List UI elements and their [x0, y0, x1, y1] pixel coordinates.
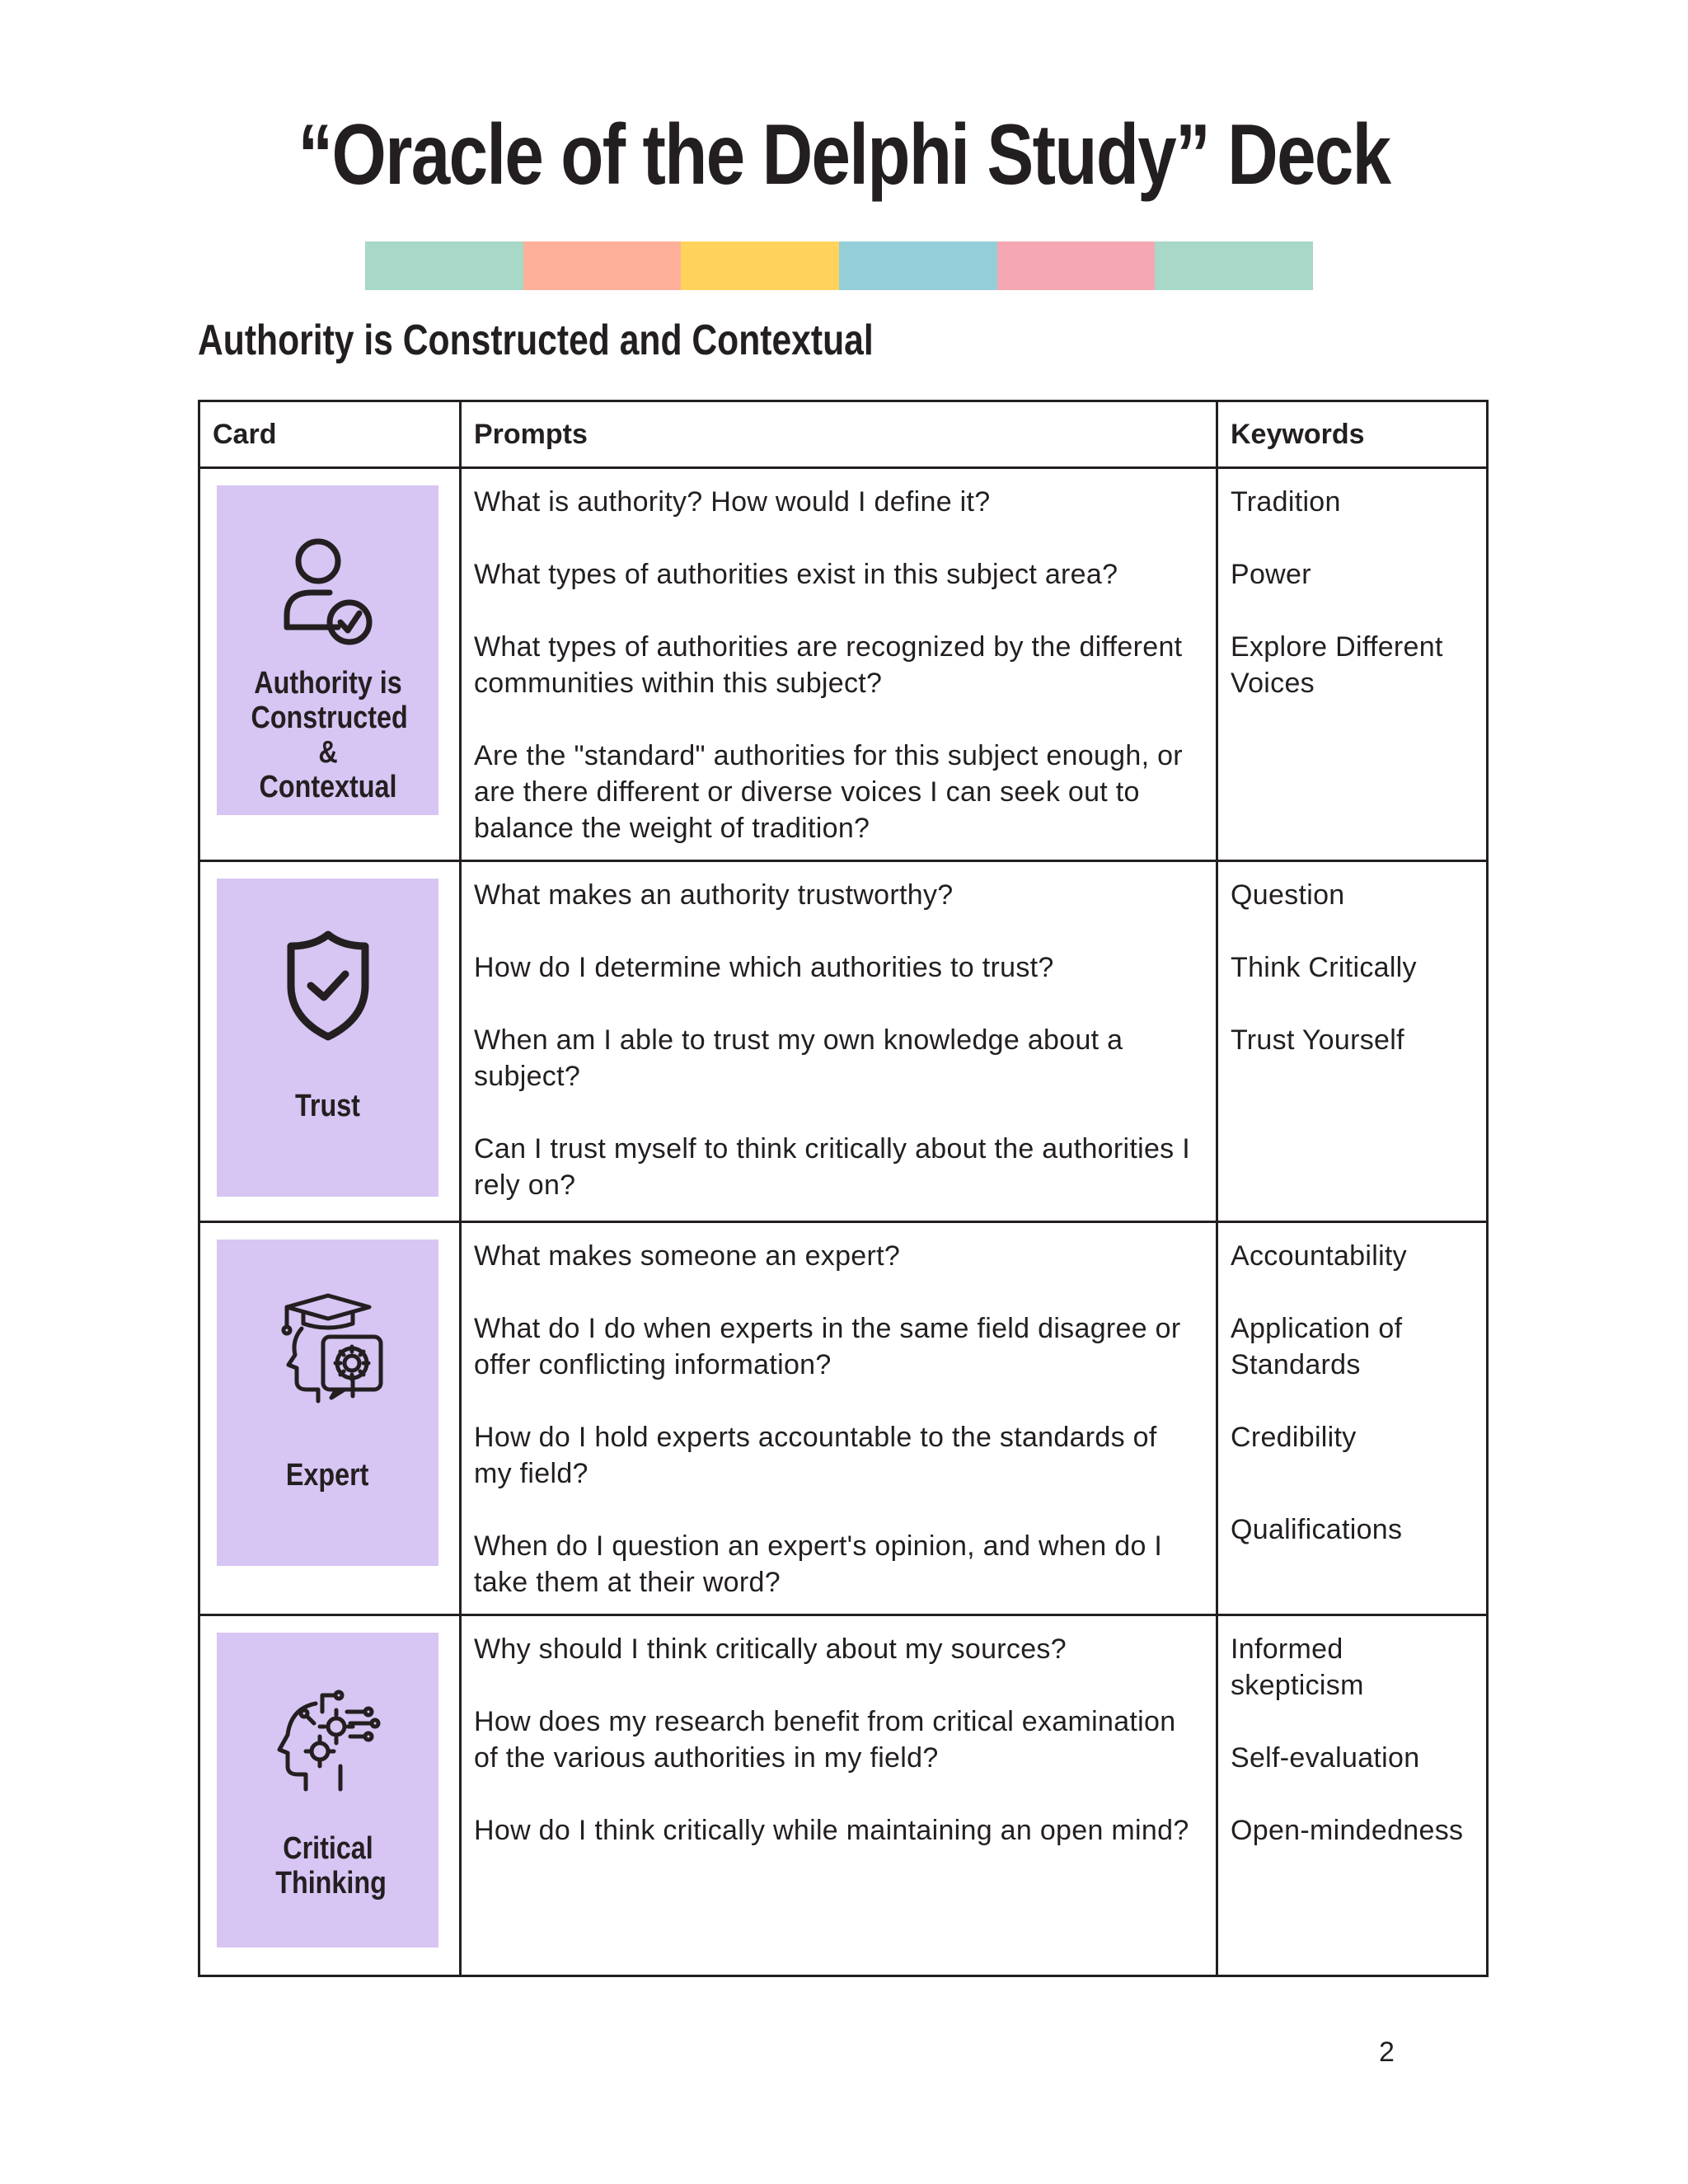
prompt: How do I determine which authorities to trust? — [474, 952, 1054, 983]
prompt: When am I able to trust my own knowledge about a subject? — [474, 1024, 1123, 1092]
prompt: How do I hold experts accountable to the standards of my field? — [474, 1422, 1157, 1489]
deck-table — [198, 400, 1489, 1977]
stripe-2 — [523, 241, 682, 290]
header-card: Card — [199, 401, 461, 468]
stripe-5 — [997, 241, 1156, 290]
card-cell — [199, 468, 461, 861]
prompt: Can I trust myself to think critically about the authorities I rely on? — [474, 1133, 1190, 1201]
keyword: Credibility — [1231, 1422, 1357, 1453]
table-row — [199, 468, 1488, 861]
prompts-cell — [461, 468, 1217, 861]
page-number: 2 — [1379, 2036, 1395, 2068]
card-authority — [217, 485, 438, 815]
prompt: What makes someone an expert? — [474, 1240, 901, 1272]
keyword: Qualifications — [1231, 1514, 1403, 1545]
header-prompts: Prompts — [461, 401, 1217, 468]
stripe-6 — [1155, 241, 1313, 290]
card-cell — [199, 861, 461, 1222]
keyword: Question — [1231, 879, 1345, 911]
prompt: Why should I think critically about my sources? — [474, 1633, 1067, 1665]
keywords-cell — [1217, 861, 1488, 1222]
header-keywords: Keywords — [1217, 401, 1488, 468]
card-trust — [217, 879, 438, 1197]
keyword: Accountability — [1231, 1240, 1407, 1272]
table-row — [199, 861, 1488, 1222]
prompt: How does my research benefit from critical examination of the various authorities in my field? — [474, 1706, 1176, 1774]
card-label: Trust — [295, 1089, 360, 1123]
card-label: Critical Thinking — [274, 1831, 387, 1900]
prompt: What do I do when experts in the same field disagree or offer conflicting information? — [474, 1313, 1181, 1380]
keyword: Explore Different Voices — [1231, 631, 1443, 699]
keywords-cell — [1217, 468, 1488, 861]
keyword: Informed skepticism — [1231, 1633, 1364, 1701]
prompt: What types of authorities are recognized by the different communities within this subject? — [474, 631, 1183, 699]
user-check-icon — [279, 535, 377, 654]
keyword: Application of Standards — [1231, 1313, 1403, 1380]
table-row — [199, 1615, 1488, 1976]
prompt: What types of authorities exist in this subject area? — [474, 559, 1118, 590]
keyword: Tradition — [1231, 486, 1341, 518]
keyword: Self-evaluation — [1231, 1742, 1420, 1774]
card-expert — [217, 1240, 438, 1566]
expert-head-gear-icon — [270, 1289, 386, 1408]
section-title: Authority is Constructed and Contextual — [198, 316, 874, 364]
stripe-3 — [681, 241, 839, 290]
prompts-cell — [461, 1222, 1217, 1615]
table-header-row — [199, 401, 1488, 468]
shield-check-icon — [283, 928, 373, 1047]
page-title: “Oracle of the Delphi Study” Deck — [298, 107, 1390, 203]
prompts-cell — [461, 1615, 1217, 1976]
card-cell — [199, 1615, 461, 1976]
card-cell — [199, 1222, 461, 1615]
prompt: What makes an authority trustworthy? — [474, 879, 954, 911]
keyword: Open-mindedness — [1231, 1815, 1464, 1846]
table-row — [199, 1222, 1488, 1615]
card-critical-thinking — [217, 1633, 438, 1947]
stripe-4 — [839, 241, 997, 290]
color-stripe-bar — [365, 241, 1313, 290]
prompt: Are the "standard" authorities for this subject enough, or are there different or diverse voices I can seek out to balance the weight of tradition? — [474, 740, 1183, 844]
prompt: How do I think critically while maintaining an open mind? — [474, 1815, 1189, 1846]
prompt: When do I question an expert's opinion, and when do I take them at their word? — [474, 1530, 1163, 1598]
keywords-cell — [1217, 1615, 1488, 1976]
card-label: Authority is Constructed & Contextual — [251, 666, 408, 804]
prompts-cell — [461, 861, 1217, 1222]
prompt: What is authority? How would I define it? — [474, 486, 991, 518]
keyword: Trust Yourself — [1231, 1024, 1404, 1056]
card-label: Expert — [286, 1458, 369, 1493]
keyword: Power — [1231, 559, 1311, 590]
head-circuit-icon — [274, 1687, 382, 1798]
keyword: Think Critically — [1231, 952, 1417, 983]
stripe-1 — [365, 241, 523, 290]
keywords-cell — [1217, 1222, 1488, 1615]
